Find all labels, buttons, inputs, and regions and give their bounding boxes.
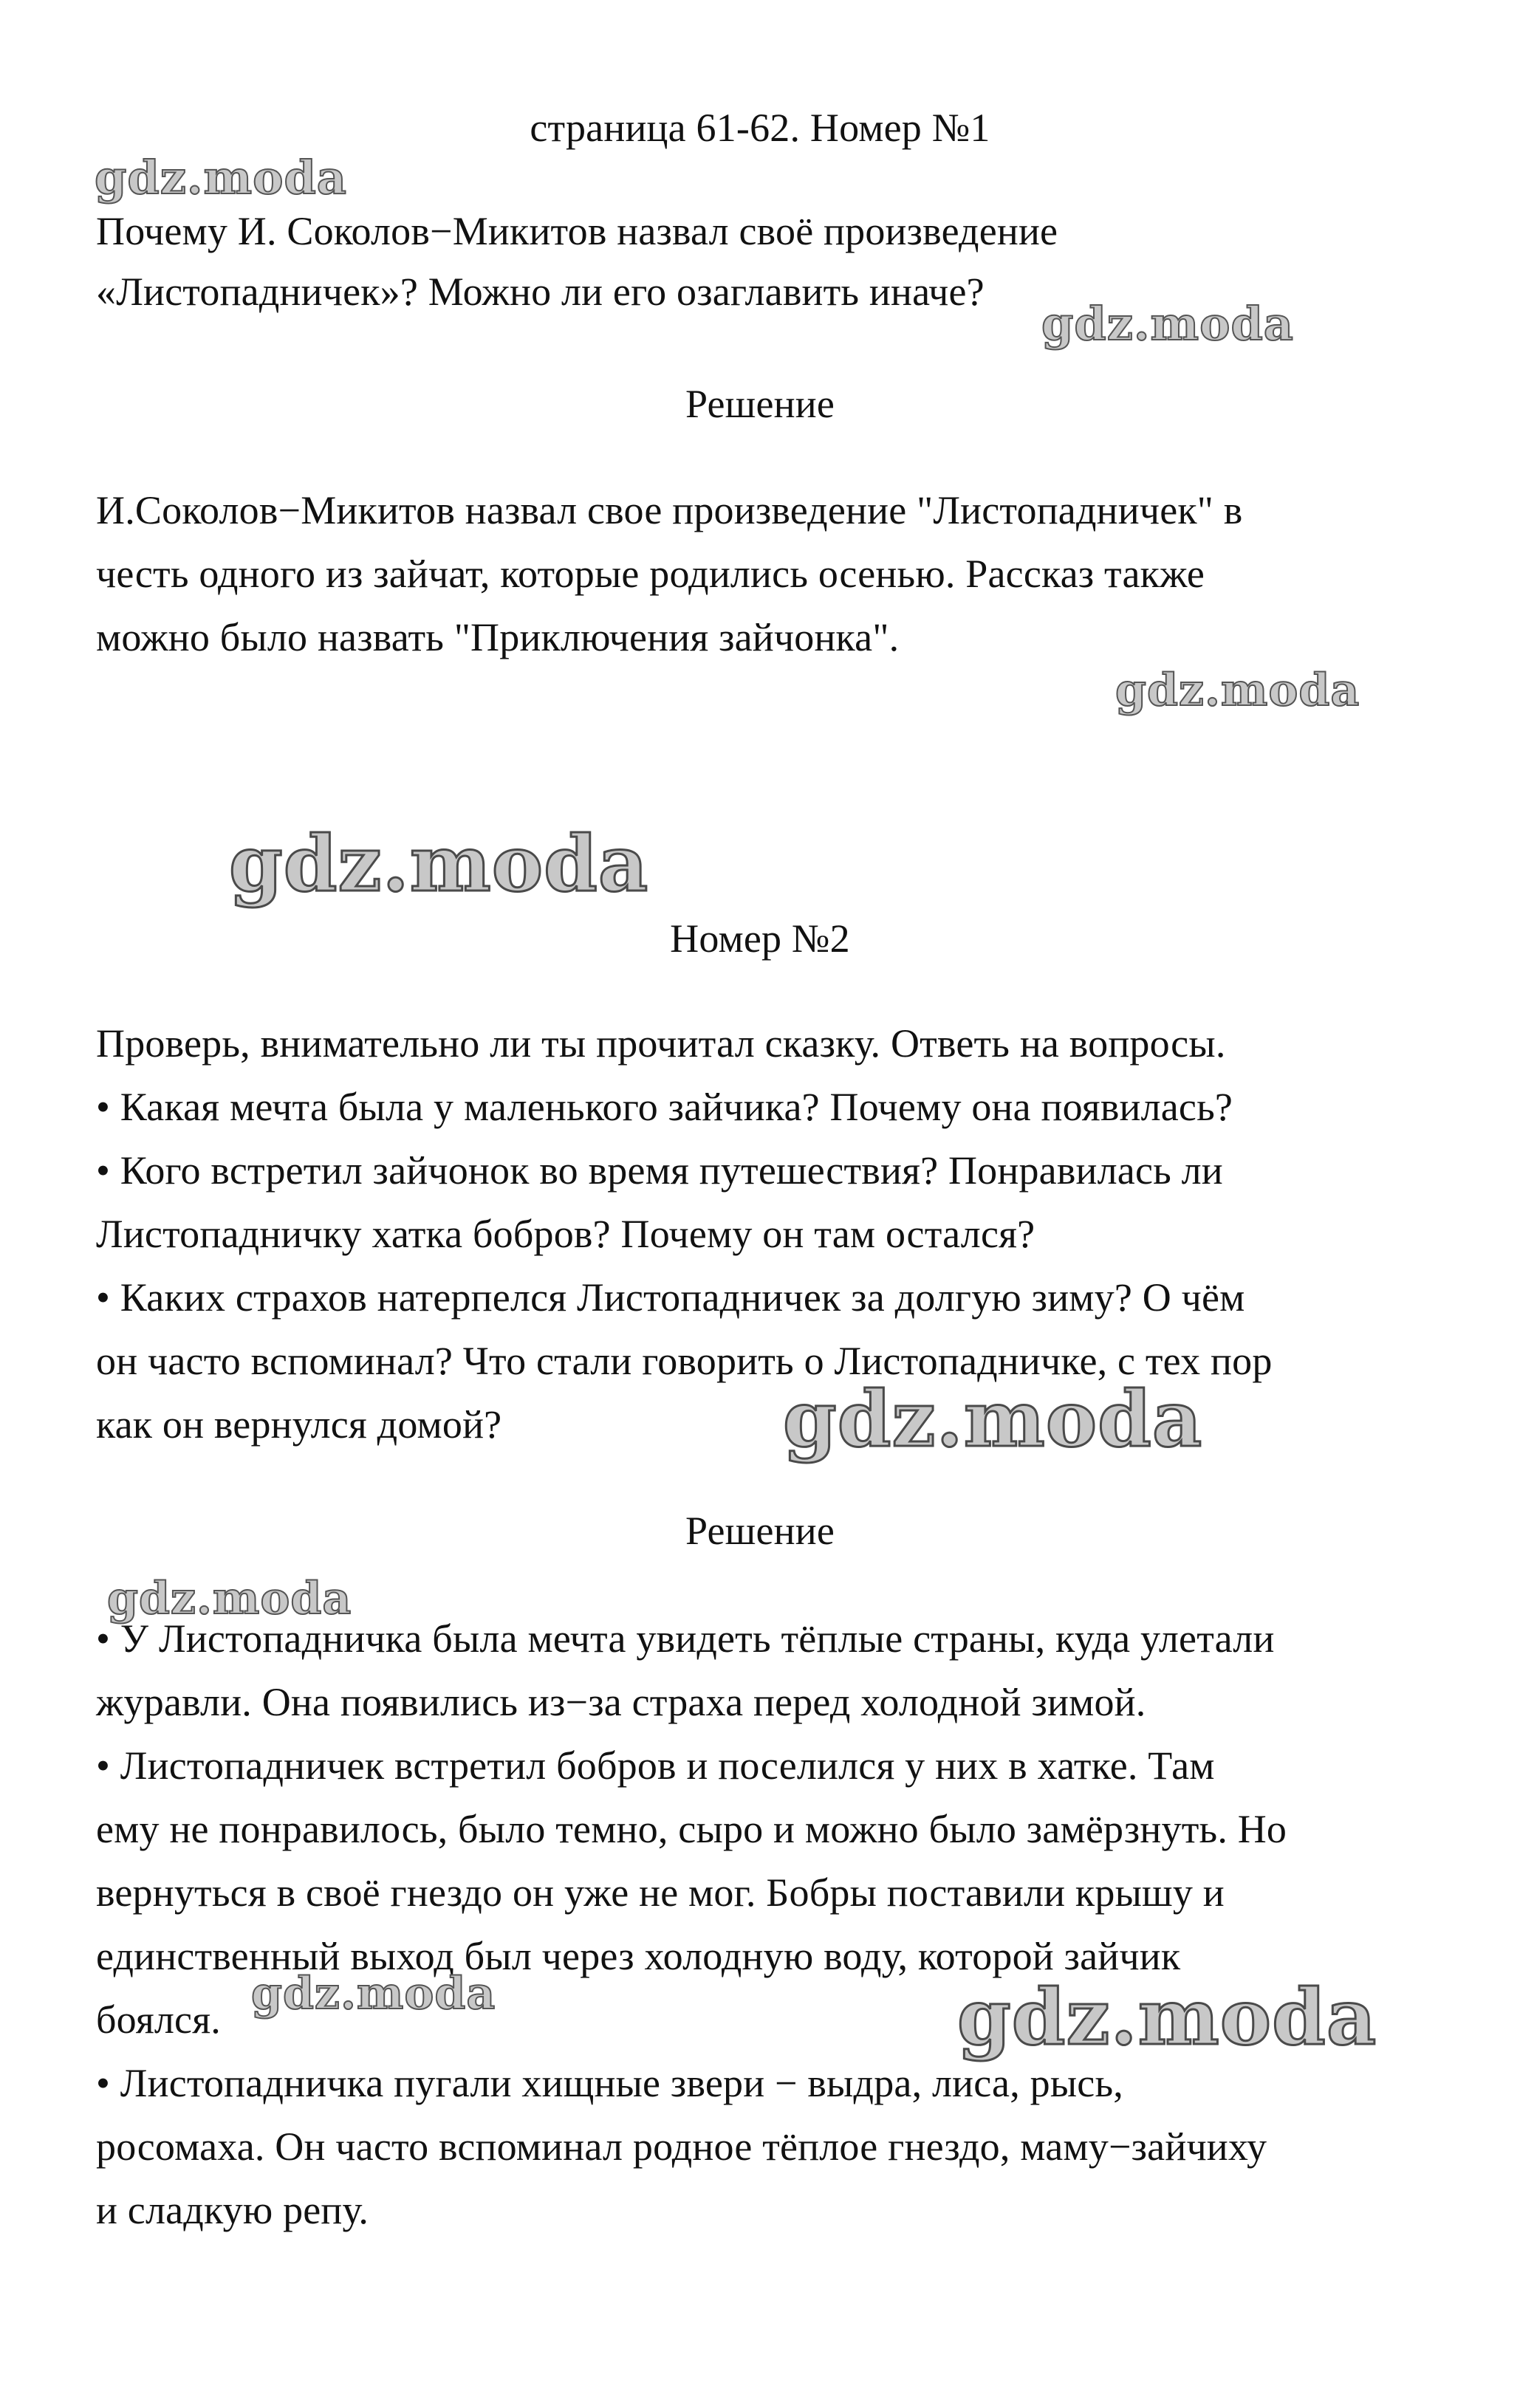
watermark-logo: gdz.moda — [95, 151, 347, 205]
task1-header: страница 61-62. Номер №1 — [530, 106, 990, 150]
task2-question-line: Листопадничку хатка бобров? Почему он там остался? — [96, 1212, 1035, 1256]
task2-answer-line: ему не понравилось, было темно, сыро и можно было замёрзнуть. Но — [96, 1807, 1287, 1851]
task1-question-line: «Листопадничек»? Можно ли его озаглавить иначе? — [96, 270, 985, 314]
watermark-logo: gdz.moda — [783, 1373, 1203, 1464]
task2-answer-line: боялся. — [96, 1997, 221, 2042]
watermark-logo: gdz.moda — [107, 1573, 352, 1625]
task2-answer-line: вернуться в своё гнездо он уже не мог. Бобры поставили крышу и — [96, 1870, 1225, 1915]
task2-question-line: как он вернулся домой? — [96, 1402, 502, 1447]
task2-question-line: • Кого встретил зайчонок во время путешествия? Понравилась ли — [96, 1148, 1223, 1193]
watermark-logo: gdz.moda — [1041, 297, 1294, 351]
watermark-logo: gdz.moda — [957, 1972, 1377, 2062]
watermark-logo: gdz.moda — [1115, 665, 1360, 716]
task1-answer-line: можно было назвать "Приключения зайчонка". — [96, 615, 900, 659]
watermark-logo: gdz.moda — [251, 1968, 496, 2020]
watermark-logo: gdz.moda — [229, 818, 649, 909]
task2-question-line: • Какая мечта была у маленького зайчика? Почему она появилась? — [96, 1085, 1233, 1129]
task2-question-line: он часто вспоминал? Что стали говорить о Листопадничке, с тех пор — [96, 1339, 1273, 1383]
task2-question-line: • Каких страхов натерпелся Листопадничек за долгую зиму? О чём — [96, 1275, 1245, 1320]
task2-answer-line: • Листопадничка пугали хищные звери − выдра, лиса, рысь, — [96, 2061, 1123, 2105]
task2-answer-line: • У Листопадничка была мечта увидеть тёплые страны, куда улетали — [96, 1616, 1275, 1661]
task2-answer-line: и сладкую репу. — [96, 2188, 369, 2232]
task1-question-line: Почему И. Соколов−Микитов назвал своё произведение — [96, 209, 1058, 253]
task2-solution-label: Решение — [685, 1509, 835, 1553]
task1-answer-line: И.Соколов−Микитов назвал свое произведение "Листопадничек" в — [96, 488, 1243, 532]
task2-answer-line: • Листопадничек встретил бобров и поселился у них в хатке. Там — [96, 1743, 1215, 1788]
task2-answer-line: росомаха. Он часто вспоминал родное тёплое гнездо, маму−зайчиху — [96, 2124, 1267, 2169]
task1-answer-line: честь одного из зайчат, которые родились осенью. Рассказ также — [96, 552, 1205, 596]
task2-answer-line: единственный выход был через холодную воду, которой зайчик — [96, 1934, 1181, 1978]
task2-answer-line: журавли. Она появились из−за страха перед холодной зимой. — [96, 1680, 1146, 1724]
task1-solution-label: Решение — [685, 382, 835, 426]
task2-question-line: Проверь, внимательно ли ты прочитал сказку. Ответь на вопросы. — [96, 1021, 1226, 1066]
task2-header: Номер №2 — [670, 916, 850, 961]
